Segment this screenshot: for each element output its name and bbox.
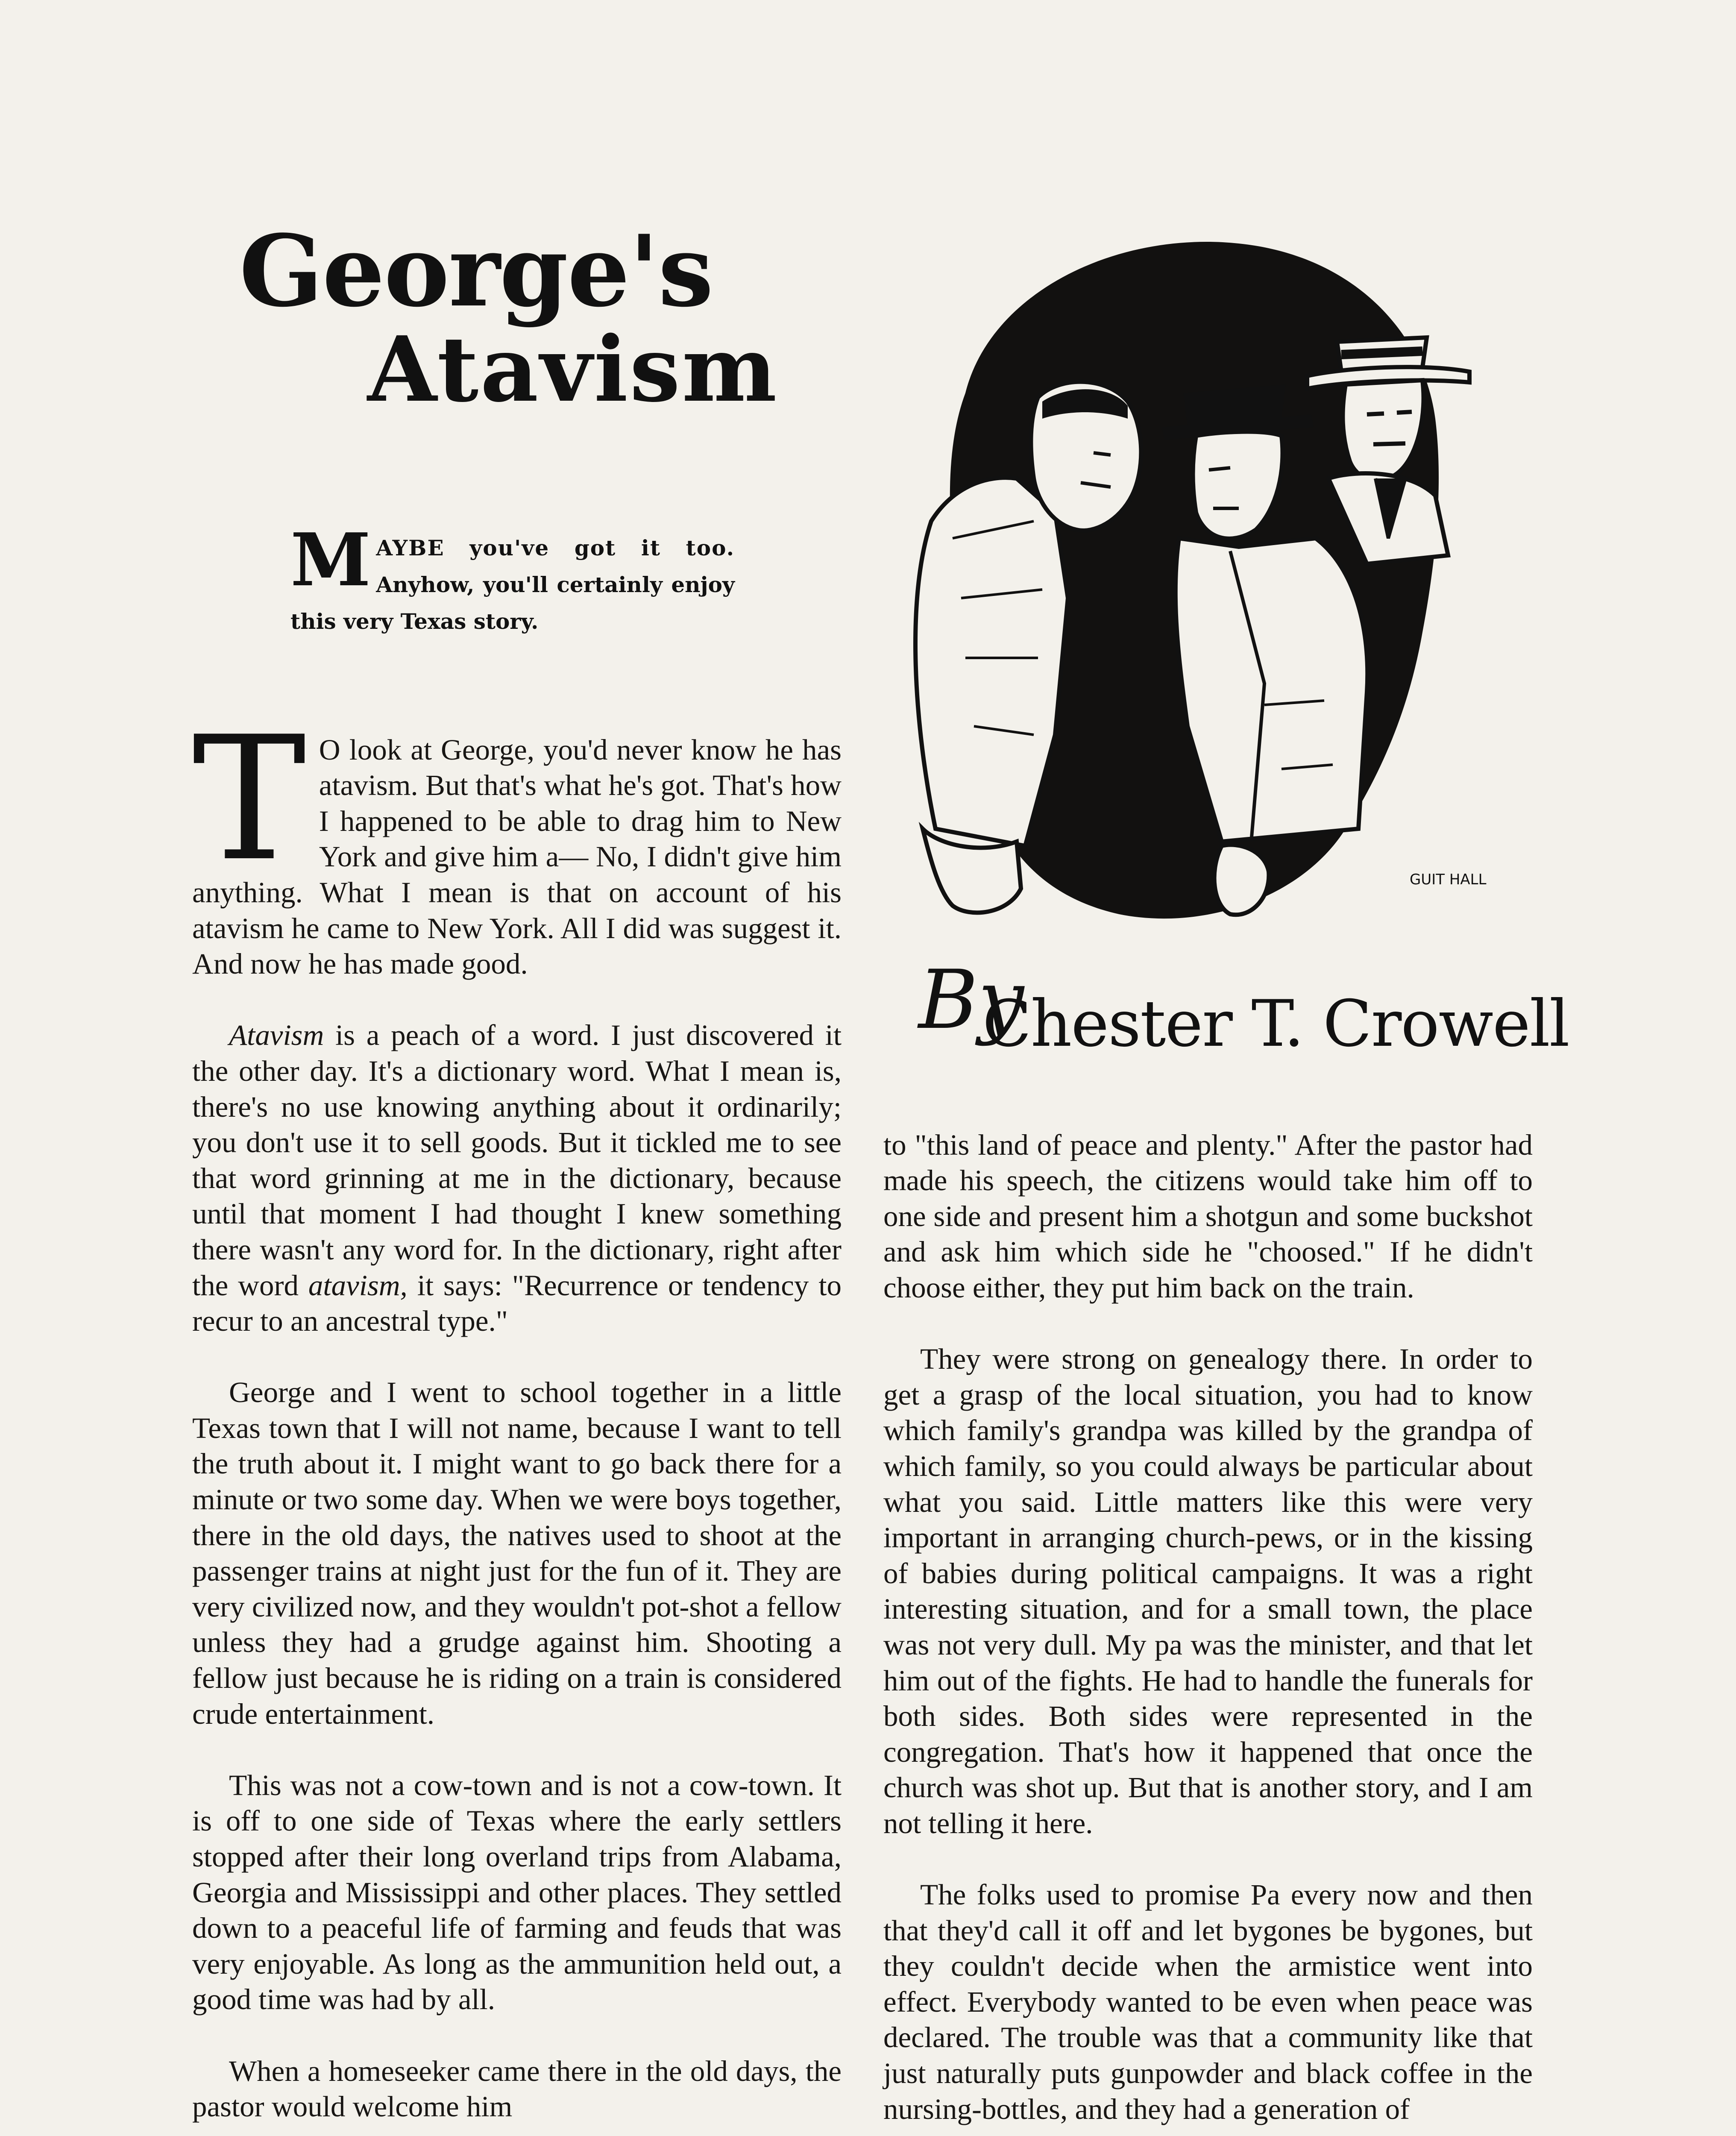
teaser-rest: Anyhow, you'll certainly enjoy this very Texas story. [290,572,735,634]
paragraph-text: is a peach of a word. I just discovered it the other day. It's a dictionary word. What I mean is, there's no use knowing anything about it ordinarily; you don't use it to sell goods. But it tickled me to see that word grinning at me in the dictionary, because until that moment I had thought I knew something there wasn't any word for. In the dictionary, right after the word [192,1019,842,1302]
byline-by: By [918,953,1024,1047]
byline [918,953,1569,1064]
paragraph: The folks used to promise Pa every now and then that they'd call it off and let bygones be bygones, but they couldn't decide when the armistice went into effect. Everybody wanted to be even when peace was declared. The trouble was that a community like that just naturally puts gunpowder and black coffee in the nursing-bottles, and they had a generation of [883,1878,1533,2125]
drop-cap: T [192,700,306,899]
teaser-initial: M [290,517,371,603]
body-column-2 [883,1091,1533,2136]
paragraph-text: O look at George, you'd never know he has atavism. But that's what he's got. That's how I happened to be able to drag him to New York and give him a— No, I didn't give him anything. What I mean is that on account of his atavism he came to New York. All I did was suggest it. And now he has made good. [192,733,842,980]
teaser-first-line: AYBE you've got it too. [376,535,735,560]
title-line-2: Atavism [367,317,779,422]
paragraph: When a homeseeker came there in the old days, the pastor would welcome him [192,2054,842,2123]
paragraph [192,700,842,982]
paragraph: George and I went to school together in a little Texas town that I will not name, because I want to tell the truth about it. I might want to go back there for a minute or two some day. When we were boys together, there in the old days, the natives used to shoot at the passenger trains at night just for the fun of it. They are very civilized now, and they wouldn't pot-shot a fellow unless they had a grudge against him. Shooting a fellow just because he is riding on a train is considered crude entertainment. [192,1376,842,1730]
emphasis: atavism, [308,1269,408,1302]
paragraph: This was not a cow-town and is not a cow-town. It is off to one side of Texas where the early settlers stopped after their long overland trips from Alabama, Georgia and Mississippi and other places. They settled down to a peaceful life of farming and feuds that was very enjoyable. As long as the ammunition held out, a good time was had by all. [192,1769,842,2016]
author-name: Chester T. Crowell [982,987,1569,1061]
paragraph [192,1018,842,1339]
artist-signature: GUIT HALL [1410,871,1487,888]
title-line-1: George's [239,214,713,329]
story-teaser [290,517,735,640]
paragraph: to "this land of peace and plenty." After the pastor had made his speech, the citizens would take him off to one side and present him a shotgun and some buckshot and ask him which side he "choosed." If he didn't choose either, they put him back on the train. [883,1128,1533,1304]
story-title [239,214,880,422]
paragraph-text: it says: "Recurrence or tendency to recur to an ancestral type." [192,1269,842,1338]
emphasis: Atavism [229,1019,324,1052]
body-column-1 [192,696,842,2136]
illustration [854,214,1504,965]
paragraph: They were strong on genealogy there. In order to get a grasp of the local situation, you had to know which family's grandpa was killed by the grandpa of which family, so you could always be particular about what you said. Little matters like this were very important in arranging church-pews, or in the kissing of babies during political campaigns. It was a right interesting situation, and for a small town, the place was not very dull. My pa was the minister, and that let him out of the fights. He had to handle the funerals for both sides. Both sides were represented in the congregation. That's how it happened that once the church was shot up. But that is another story, and I am not telling it here. [883,1343,1533,1840]
